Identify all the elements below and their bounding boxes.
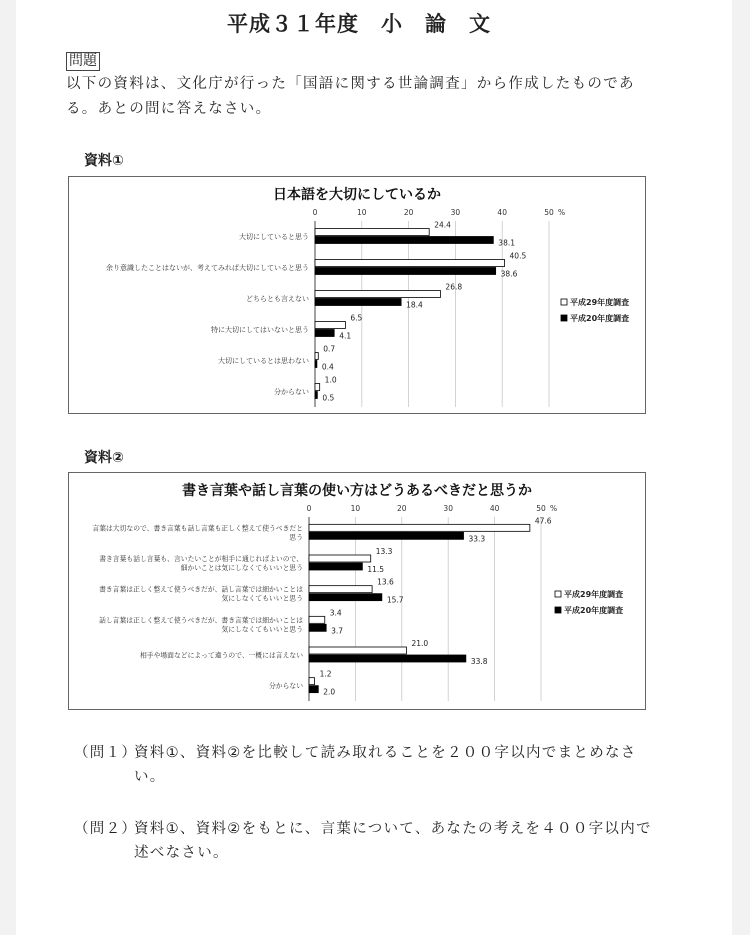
chart-1-bar [315,268,496,275]
chart-1-bar [315,237,493,244]
chart-1-category-label: 分からない [274,388,309,396]
chart-1-tick-label: 0 [312,208,318,217]
chart-1-category-label: 大切にしていると思う [239,233,309,241]
chart-1-box [68,176,646,414]
chart-1-bar [315,353,318,360]
chart-1-data-label: 1.0 [324,375,337,385]
chart-2-tick-label: 10 [350,504,361,513]
chart-2-bar [309,524,530,531]
chart-1-tick-label: 30 [450,208,461,217]
question-1 [74,741,674,791]
chart-1-bar [315,384,320,391]
chart-1-category-label: 大切にしているとは思わない [218,357,309,365]
chart-1-data-label: 38.6 [500,269,518,279]
chart-2-legend-label: 平成29年度調査 [564,590,624,599]
chart-1-legend-swatch [561,315,567,321]
chart-1-title: 日本語を大切にしているか [273,187,441,203]
chart-2-bar [309,563,362,570]
chart-2-svg [69,473,645,709]
chart-2-bar [309,586,372,593]
chart-2-tick-label: 40 [489,504,500,513]
chart-1-data-label: 26.8 [445,282,463,292]
chart-2-data-label: 3.4 [329,608,342,618]
chart-2-bar [309,616,325,623]
chart-1-bar [315,330,334,337]
chart-2-data-label: 1.2 [319,669,332,679]
chart-2-bar [309,655,466,662]
chart-2-data-label: 33.8 [470,657,488,666]
question-1-number: （問１） [74,745,138,761]
chart-2-unit-label: % [550,504,558,513]
chart-1-tick-label: 50 [544,208,554,217]
chart-1-category-label: 特に大切にしてはいないと思う [211,326,309,334]
chart-1-data-label: 38.1 [498,238,516,248]
chart-2-data-label: 13.6 [377,577,394,587]
chart-2-bar [309,647,406,654]
chart-2-tick-label: 30 [443,504,453,513]
chart-2-tick-label: 50 [536,504,546,513]
chart-1-tick-label: 20 [403,208,414,217]
chart-2-data-label: 33.3 [468,534,486,544]
chart-2-box [68,472,646,710]
chart-1-tick-label: 10 [357,208,367,217]
chart-2-bar [309,624,326,631]
chart-2-bar [309,532,464,539]
chart-1-legend-label: 平成20年度調査 [570,314,630,323]
chart-2-bar [309,686,318,693]
chart-1-data-label: 40.5 [509,251,527,261]
chart-1-data-label: 24.4 [434,220,451,230]
chart-2-category-label: 細かいことは気にしなくてもいいと思う [180,564,303,572]
question-2-text: 資料①、資料②をもとに、言葉について、あなたの考えを４００字以内で述べなさい。 [134,821,652,861]
page-title: 平成３１年度 小 論 文 [227,12,491,36]
chart-2-data-label: 15.7 [386,595,404,605]
chart-2-data-label: 47.6 [534,516,552,526]
chart-2-category-label: 書き言葉も話し言葉も、言いたいことが相手に通じればよいので、 [99,555,303,563]
chart-2-bar [309,678,315,685]
chart-1-bar [315,229,429,236]
question-2-number: （問２） [74,821,138,837]
chart-2-category-label: 言葉は大切なので、書き言葉も話し言葉も正しく整えて使うべきだと [92,524,303,533]
chart-1-category-label: 余り意識したことはないが、考えてみれば大切にしていると思う [106,264,309,272]
chart-2-category-label: 分からない [269,682,303,691]
chart-2-category-label: 気にしなくてもいいと思う [221,594,303,603]
section-label-2: 資料② [84,450,124,466]
chart-1-unit-label: % [558,208,566,217]
chart-1-data-label: 0.4 [321,362,334,372]
section-label-1: 資料① [84,153,124,169]
chart-2-category-label: 話し言葉は正しく整えて使うべきだが、書き言葉では細かいことは [99,616,303,625]
chart-2-data-label: 11.5 [367,565,385,574]
chart-2-title: 書き言葉や話し言葉の使い方はどうあるべきだと思うか [182,483,532,499]
paper-page [16,0,732,935]
chart-2-data-label: 13.3 [375,547,393,556]
chart-1-category-label: どちらとも言えない [246,295,309,303]
chart-1-data-label: 4.1 [339,331,352,341]
chart-1-bar [315,299,401,306]
chart-1-data-label: 0.5 [322,393,335,403]
chart-1-bar [315,291,440,298]
question-2 [74,817,674,867]
chart-2-tick-label: 0 [306,504,312,513]
chart-1-data-label: 6.5 [350,313,363,323]
chart-2-category-label: 気にしなくてもいいと思う [221,625,303,634]
chart-1-tick-label: 40 [497,208,507,217]
intro-text: 以下の資料は、文化庁が行った「国語に関する世論調査」から作成したものである。あとの問に答えなさい。 [66,76,635,117]
chart-1-bar [315,260,505,267]
chart-1-legend-label: 平成29年度調査 [570,298,630,307]
chart-2-tick-label: 20 [397,504,407,513]
chart-2-category-label: 書き言葉は正しく整えて使うべきだが、話し言葉では細かいことは [99,585,303,594]
question-1-text: 資料①、資料②を比較して読み取れることを２００字以内でまとめなさい。 [134,745,637,785]
chart-2-legend-label: 平成20年度調査 [564,606,624,615]
chart-2-data-label: 2.0 [323,687,336,697]
problem-tag: 問題 [66,52,100,71]
chart-1-legend-swatch [561,299,567,305]
chart-2-category-label: 相手や場面などによって違うので、一概には言えない [140,651,303,660]
chart-2-legend-swatch [555,591,561,597]
chart-1-data-label: 18.4 [406,300,423,310]
chart-2-legend-swatch [555,607,561,613]
chart-2-data-label: 21.0 [411,639,429,648]
chart-1-data-label: 0.7 [323,344,336,354]
chart-2-bar [309,555,371,562]
chart-1-bar [315,361,317,368]
chart-1-svg [69,177,645,413]
chart-1-bar [315,322,345,329]
chart-1-bar [315,392,317,399]
chart-2-bar [309,594,382,601]
chart-2-data-label: 3.7 [331,626,344,636]
chart-2-category-label: 思う [289,533,303,542]
